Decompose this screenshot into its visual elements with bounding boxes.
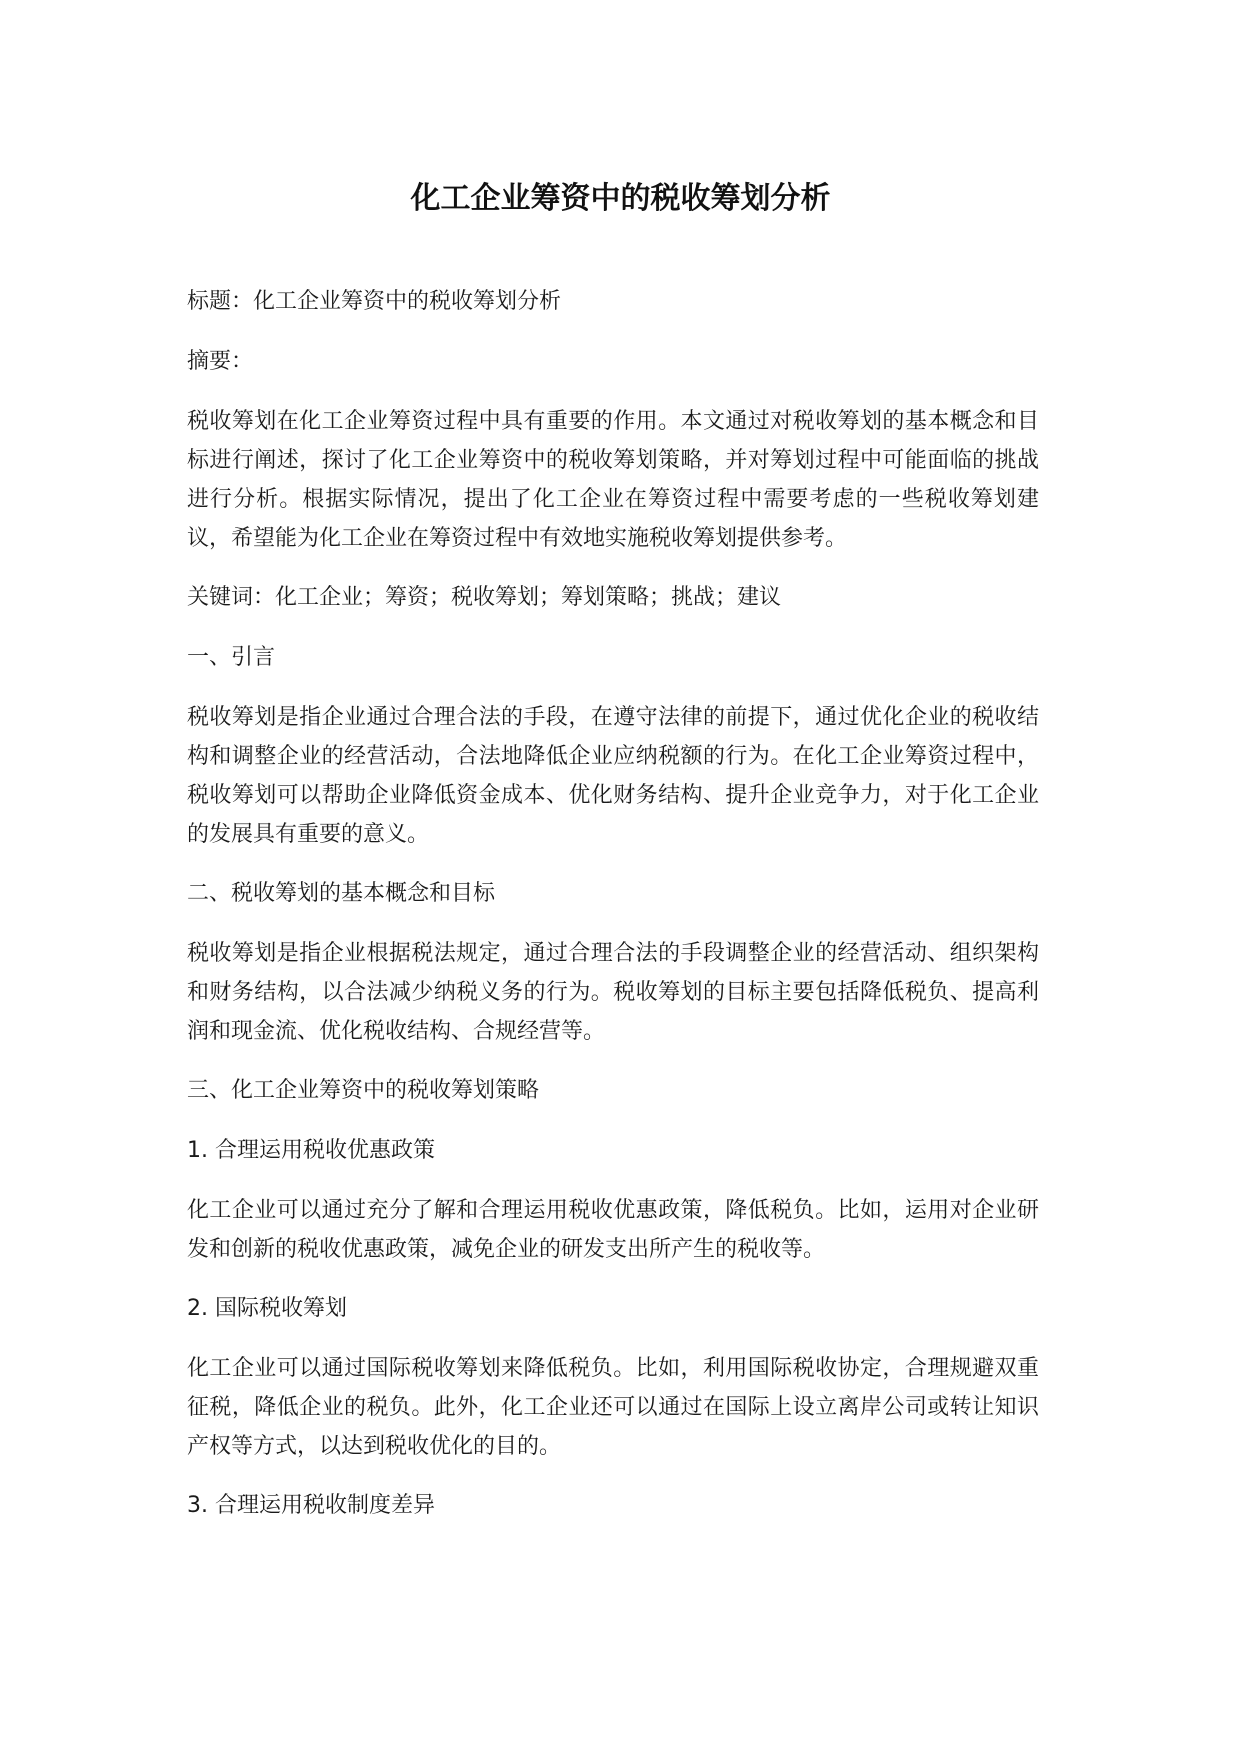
paragraph-introduction-body: 税收筹划是指企业通过合理合法的手段，在遵守法律的前提下，通过优化企业的税收结构和调整企业的经营活动，合法地降低企业应纳税额的行为。在化工企业筹资过程中，税收筹划可以帮助企业降低资金成本、优化财务结构、提升企业竞争力，对于化工企业的发展具有重要的意义。 — [187, 705, 1039, 847]
document-body — [187, 282, 1039, 1546]
subheading-strategy-3: 3. 合理运用税收制度差异 — [187, 1493, 435, 1518]
paragraph-strategy-2-body: 化工企业可以通过国际税收筹划来降低税负。比如，利用国际税收协定，合理规避双重征税，降低企业的税负。此外，化工企业还可以通过在国际上设立离岸公司或转让知识产权等方式，以达到税收优化的目的。 — [187, 1356, 1039, 1459]
paragraph-keywords: 关键词：化工企业；筹资；税收筹划；筹划策略；挑战；建议 — [187, 585, 782, 610]
paragraph-abstract-body: 税收筹划在化工企业筹资过程中具有重要的作用。本文通过对税收筹划的基本概念和目标进行阐述，探讨了化工企业筹资中的税收筹划策略，并对筹划过程中可能面临的挑战进行分析。根据实际情况，提出了化工企业在筹资过程中需要考虑的一些税收筹划建议，希望能为化工企业在筹资过程中有效地实施税收筹划提供参考。 — [187, 409, 1039, 551]
paragraph-abstract-heading: 摘要： — [187, 349, 254, 374]
document-title: 化工企业筹资中的税收筹划分析 — [410, 181, 831, 216]
section-heading-concepts: 二、税收筹划的基本概念和目标 — [187, 881, 496, 906]
paragraph-concepts-body: 税收筹划是指企业根据税法规定，通过合理合法的手段调整企业的经营活动、组织架构和财务结构，以合法减少纳税义务的行为。税收筹划的目标主要包括降低税负、提高利润和现金流、优化税收结构、合规经营等。 — [187, 941, 1039, 1044]
paragraph-strategy-1-body: 化工企业可以通过充分了解和合理运用税收优惠政策，降低税负。比如，运用对企业研发和创新的税收优惠政策，减免企业的研发支出所产生的税收等。 — [187, 1198, 1039, 1262]
paragraph-title-line: 标题：化工企业筹资中的税收筹划分析 — [187, 289, 562, 314]
section-heading-strategies: 三、化工企业筹资中的税收筹划策略 — [187, 1078, 540, 1103]
subheading-strategy-2: 2. 国际税收筹划 — [187, 1296, 347, 1321]
section-heading-introduction: 一、引言 — [187, 645, 276, 670]
subheading-strategy-1: 1. 合理运用税收优惠政策 — [187, 1138, 435, 1163]
